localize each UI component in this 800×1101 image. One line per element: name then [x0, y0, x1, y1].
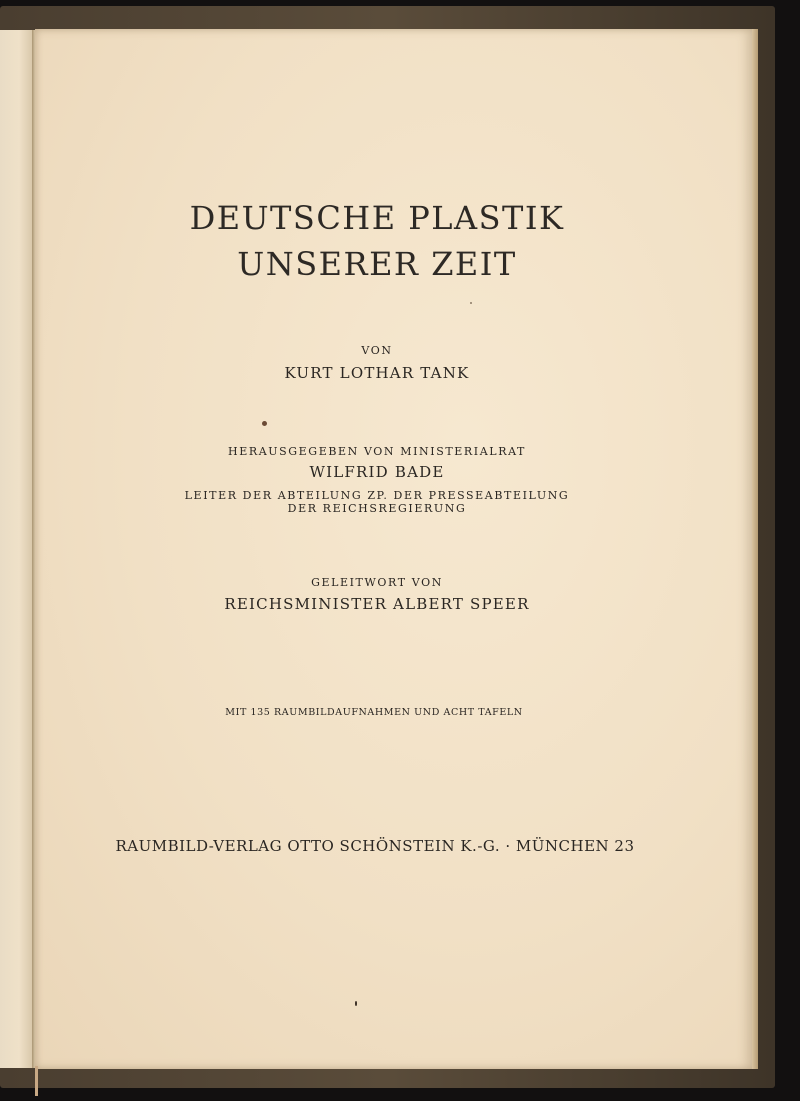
paper-speck — [262, 421, 267, 426]
binding-thread — [35, 1066, 38, 1096]
editor-role-line-1: LEITER DER ABTEILUNG ZP. DER PRESSEABTEILUNG — [184, 489, 570, 502]
paper-speck — [355, 1001, 357, 1006]
paper-speck — [470, 302, 472, 304]
page-edge — [752, 29, 758, 1069]
left-page-stack — [0, 30, 33, 1068]
title-page — [35, 29, 753, 1069]
title-line-1: DEUTSCHE PLASTIK — [189, 199, 565, 237]
editor-name: WILFRID BADE — [309, 463, 445, 481]
editor-label: HERAUSGEGEBEN VON MINISTERIALRAT — [228, 445, 526, 458]
publisher-imprint: RAUMBILD-VERLAG OTTO SCHÖNSTEIN K.-G. · MÜNCHEN 23 — [115, 837, 635, 855]
author-name: KURT LOTHAR TANK — [284, 364, 470, 382]
by-label: VON — [361, 344, 393, 357]
editor-role-line-2: DER REICHSREGIERUNG — [287, 502, 467, 515]
plates-note: MIT 135 RAUMBILDAUFNAHMEN UND ACHT TAFELN — [225, 707, 523, 718]
title-line-2: UNSERER ZEIT — [237, 245, 517, 283]
foreword-label: GELEITWORT VON — [311, 576, 443, 589]
foreword-author: REICHSMINISTER ALBERT SPEER — [224, 595, 530, 613]
